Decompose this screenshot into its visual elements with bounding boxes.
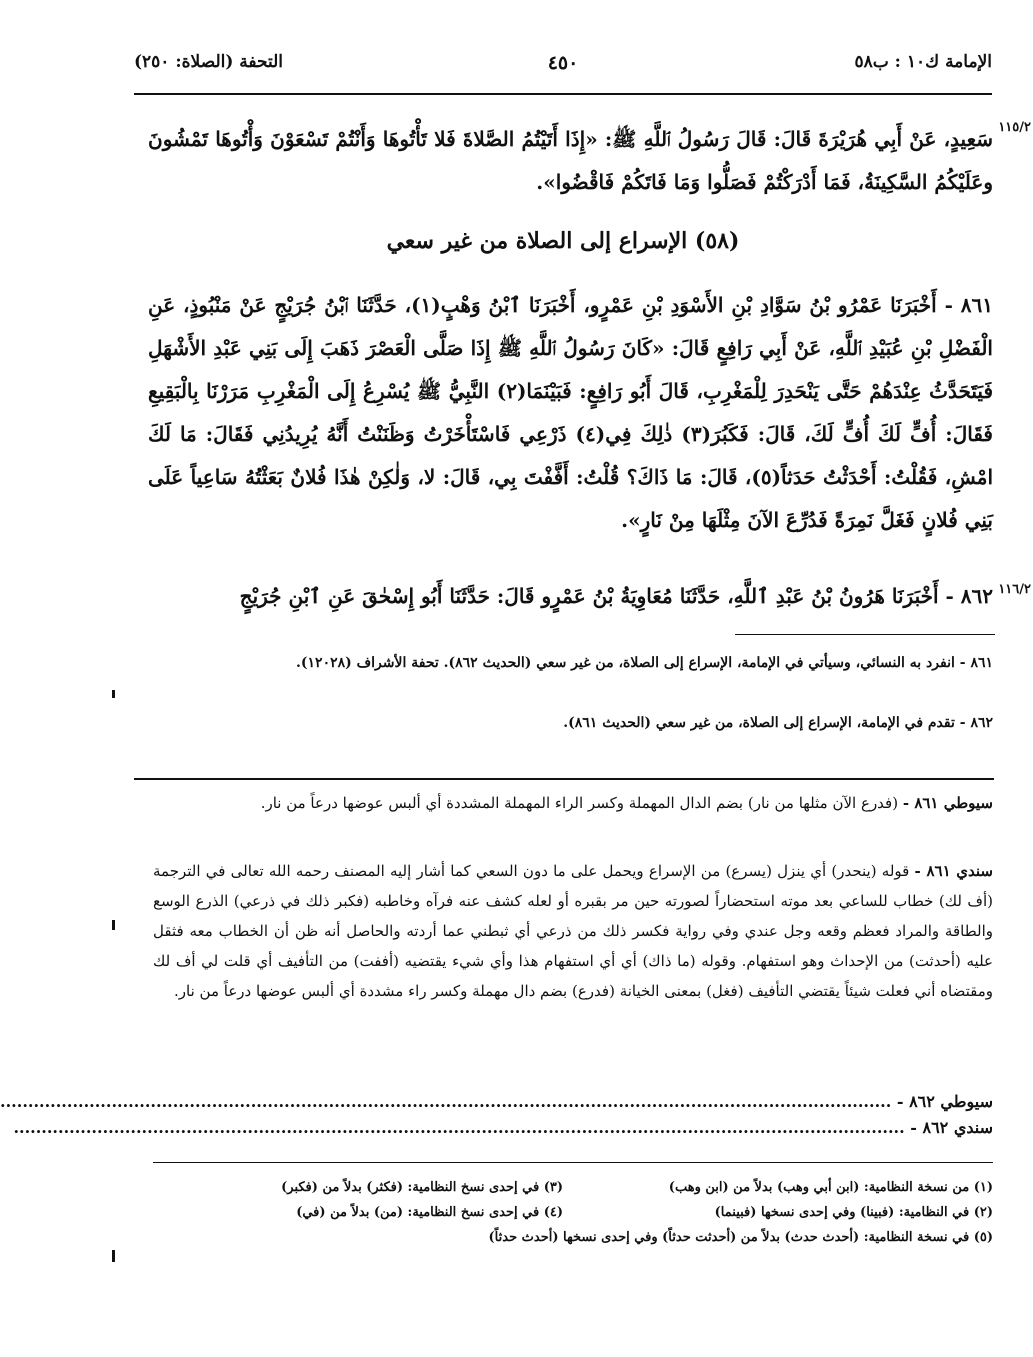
tuhfa-note-862: ٨٦٢ - تقدم في الإمامة، الإسراع إلى الصلاة، من غير سعي (الحديث ٨٦١). — [563, 715, 993, 731]
footnote-5: (٥) في نسخة النظامية: (أحدث حدث) بدلاً من (أحدثت حدثاً) وفي إحدى نسخها (أحدث حدثاً) — [488, 1230, 993, 1245]
footnote-row — [153, 1175, 993, 1200]
footnote-row — [153, 1200, 993, 1225]
sindi-label: سندي ٨٦١ - — [914, 862, 994, 880]
tuhfa-note-861: ٨٦١ - انفرد به النسائي، وسيأتي في الإمامة، الإسراع إلى الصلاة، من غير سعي (الحديث ٨٦٢). تحفة الأشراف (١٢٠٢٨). — [296, 655, 993, 671]
page-number: ٤٥٠ — [547, 52, 579, 74]
footnote-3: (٣) في إحدى نسخ النظامية: (فكثر) بدلاً من (فكبر) — [281, 1180, 563, 1195]
suyuti-862-dots: ................................................................................................................................................................ — [0, 1092, 892, 1111]
header-tuhfa-ref: التحفة (الصلاة: ٢٥٠) — [134, 52, 284, 72]
tuhfa-notes-rule — [735, 634, 995, 635]
footnote-4: (٤) في إحدى نسخ النظامية: (من) بدلاً من (في) — [296, 1205, 563, 1220]
hadith-861: ٨٦١ - أَخْبَرَنَا عَمْرُو بْنُ سَوَّادِ بْنِ الأَسْوَدِ بْنِ عَمْرٍو، أَخْبَرَنَا ٱبْنُ وَهْبٍ(١)، حَدَّثَنَا ٱبْنُ جُرَيْجٍ عَنْ مَنْبُوذٍ، عَنِ الْفَضْلِ بْنِ عُبَيْدِ ٱللَّهِ، عَنْ أَبِي رَافِعٍ قَالَ: «كَانَ رَسُولُ ٱللَّهِ ﷺ إِذَا صَلَّى الْعَصْرَ ذَهَبَ إِلَى بَنِي عَبْدِ الأَشْهَلِ فَيَتَحَدَّثُ عِنْدَهُمْ حَتَّى يَنْحَدِرَ لِلْمَغْرِبِ، قَالَ أَبُو رَافِعٍ: فَبَيْنَمَا(٢) النَّبِيُّ ﷺ يُسْرِعُ إِلَى الْمَغْرِبِ مَرَرْنَا بِالْبَقِيعِ فَقَالَ: أُفٍّ لَكَ أُفٍّ لَكَ، قَالَ: فَكَبُرَ(٣) ذٰلِكَ فِي(٤) ذَرْعِي فَاسْتَأْخَرْتُ وَظَنَنْتُ أَنَّهُ يُرِيدُنِي فَقَالَ: مَا لَكَ امْشِ، فَقُلْتُ: أَحْدَثْتُ حَدَثاً(٥)، قَالَ: مَا ذَاكَ؟ قُلْتُ: أَفَّفْتَ بِي، قَالَ: لا، وَلٰكِنْ هٰذَا فُلانٌ بَعَثْتُهُ سَاعِياً عَلَى بَنِي فُلانٍ فَغَلَّ نَمِرَةً فَدُرِّعَ الآنَ مِثْلَهَا مِنْ نَارٍ». — [148, 293, 994, 532]
suyuti-text: (فدرع الآن مثلها من نار) بضم الدال المهملة وكسر الراء المهملة المشددة أي ألبس عوضها درعاً من نار. — [260, 794, 899, 812]
margin-ref-1: ١١٥/٢ — [998, 120, 1031, 135]
scan-edge-mark — [112, 920, 115, 930]
suyuti-label: سيوطي ٨٦١ - — [902, 794, 993, 812]
footnote-2: (٢) في النظامية: (فبينا) وفي إحدى نسخها (فبينما) — [714, 1205, 993, 1220]
header-chapter-ref: الإمامة ك١٠ : ب٥٨ — [854, 52, 992, 72]
footnotes — [153, 1175, 993, 1250]
section-title: (٥٨) الإسراع إلى الصلاة من غير سعي — [386, 228, 740, 254]
margin-ref-2: ١١٦/٢ — [998, 582, 1031, 597]
sindi-862-label: سندي ٨٦٢ - — [910, 1118, 993, 1137]
footnote-1: (١) من نسخة النظامية: (ابن أبي وهب) بدلاً من (ابن وهب) — [668, 1180, 993, 1195]
hadith-862: ٨٦٢ - أَخْبَرَنَا هَرُونُ بْنُ عَبْدِ ٱللَّهِ، حَدَّثَنَا مُعَاوِيَةُ بْنُ عَمْرٍو قَالَ: حَدَّثَنَا أَبُو إِسْحٰقَ عَنِ ٱبْنِ جُرَيْجٍ — [239, 584, 993, 608]
scan-edge-mark — [112, 690, 115, 698]
sindi-861-commentary — [153, 856, 993, 1006]
header-rule — [134, 93, 992, 95]
footnotes-rule — [153, 1162, 993, 1163]
top-hadith-continuation: سَعِيدٍ، عَنْ أَبِي هُرَيْرَةَ قَالَ: قَالَ رَسُولُ ٱللَّهِ ﷺ: «إِذَا أَتَيْتُمُ الصَّلاةَ فَلا تَأْتُوهَا وَأَنْتُمْ تَسْعَوْنَ وَأْتُوهَا تَمْشُونَ وعَلَيْكُمُ السَّكِينَةُ، فَمَا أَدْرَكْتُمْ فَصَلُّوا وَمَا فَاتَكُمْ فَاقْضُوا». — [148, 127, 993, 194]
sindi-862-dots: ................................................................................................................................................................ — [13, 1118, 905, 1137]
suyuti-862-line — [0, 1092, 993, 1111]
suyuti-862-label: سيوطي ٨٦٢ - — [896, 1092, 993, 1111]
commentary-rule — [134, 778, 994, 780]
scan-edge-mark — [112, 1250, 115, 1262]
page-header — [134, 52, 992, 82]
footnote-row — [153, 1225, 993, 1250]
sindi-text: قوله (ينحدر) أي ينزل (يسرع) من الإسراع ويحمل على ما دون السعي كما أشار إليه المصنف رحمه الله تعالى في الترجمة (أف لك) خطاب للساعي بعد موته استحضاراً لصورته حين مر بقبره أو لعله كشف عنه فرآه وخاطبه (فكبر ذلك في ذرعي) الذرع الوسع والطاقة والمراد فعظم وقعه وجل عندي وفي رواية فكسر ذلك من ذرعي أي ثبطني عما أردته والحاصل أنه ظن أن الخطاب معه فثقل عليه (أحدثت) من الإحداث وهو استفهام. وقوله (ما ذاك) أي أي استفهام هذا وأي شيء يقتضيه (أففت) من التأفيف أي قلت لي أف لك ومقتضاه أني فعلت شيئاً يقتضي التأفيف (فغل) بمعنى الخيانة (فدرع) بضم دال مهملة وكسر راء مشددة أي ألبس عوضها درعاً من نار. — [153, 862, 993, 1000]
suyuti-861-commentary — [153, 788, 993, 818]
sindi-862-line — [13, 1118, 993, 1137]
